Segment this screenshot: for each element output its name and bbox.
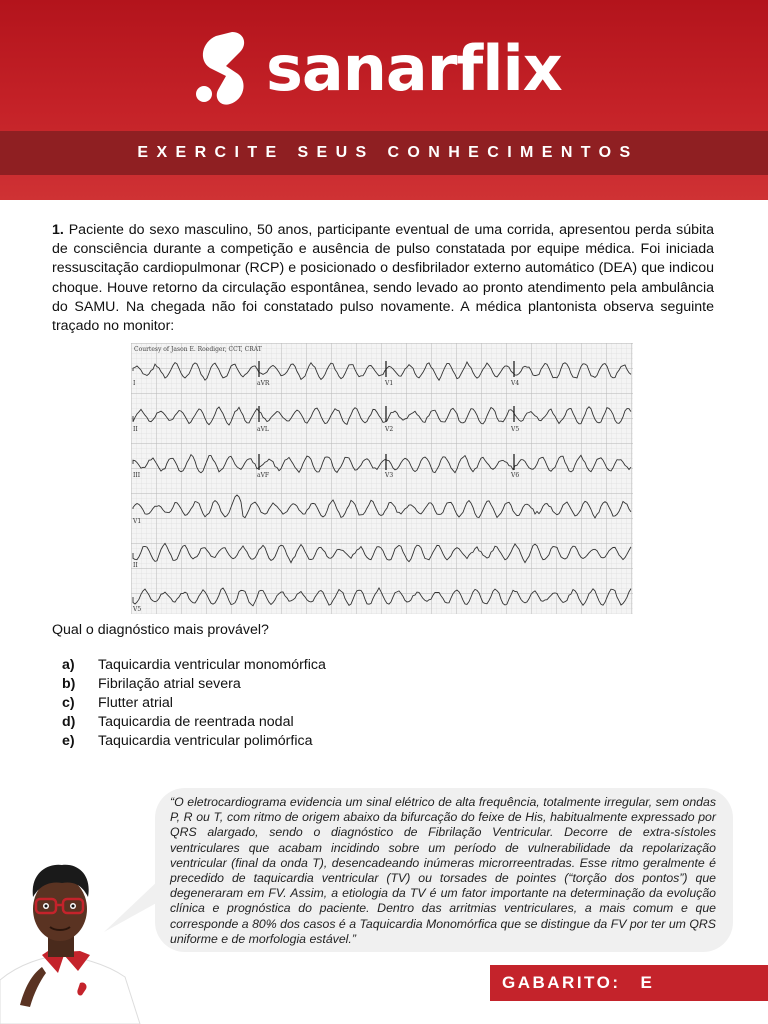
option-letter: c): [62, 694, 75, 711]
option-letter: b): [62, 675, 76, 692]
ecg-lead-label: aVR: [257, 380, 270, 387]
ecg-lead-label: V4: [511, 380, 520, 387]
option-label: Taquicardia ventricular monomórfica: [98, 656, 326, 673]
ecg-lead-label: I: [133, 380, 136, 387]
ecg-lead-label: II: [133, 426, 138, 433]
explanation-text: “O eletrocardiograma evidencia um sinal elétrico de alta frequência, totalmente irregular, sem ondas P, R ou T, com ritmo de origem abaixo da bifurcação do feixe de His, habitualmente expressado por QRS alargado, sendo o diagnóstico de Fibrilação Ventricular. Decorre de extra-sístoles ventriculares que acabam incidindo sobre um período de vulnerabilidade da repolarização ventricular (final da onda T), desencadeando inúmeras microrreentradas. Esse ritmo geralmente é precedido de taquicardia ventricular (TV) ou torsades de pointes (“torção dos pontos”) que degeneraram em FV. Assim, a etiologia da TV é um fator importante na determinação da evolução clínica e prognóstica do paciente. Dentro das arritmias ventriculares, a mais comum e que corresponde a 80% dos casos é a Taquicardia Monomórfica que se distingue da FV por ter um QRS uniforme e de morfologia estável.”: [170, 795, 716, 946]
ecg-lead-label: V5: [133, 606, 142, 613]
mascot-character: [0, 855, 150, 1024]
ecg-lead-label: III: [133, 472, 141, 479]
ecg-lead-label: aVF: [257, 472, 270, 479]
banner-text: EXERCITE SEUS CONHECIMENTOS: [137, 144, 639, 161]
option-c[interactable]: [62, 693, 326, 712]
question-prompt: Qual o diagnóstico mais provável?: [52, 622, 269, 638]
sanar-logo-icon: [192, 28, 254, 110]
ecg-image: [131, 343, 633, 614]
option-label: Fibrilação atrial severa: [98, 675, 241, 692]
option-label: Taquicardia ventricular polimórfica: [98, 732, 313, 749]
question-text: [52, 221, 714, 336]
option-a[interactable]: [62, 655, 326, 674]
answer-value: E: [640, 973, 652, 992]
option-letter: e): [62, 732, 75, 749]
answer-label: GABARITO:: [502, 973, 621, 992]
brand-logo: [192, 28, 562, 110]
ecg-lead-label: V1: [133, 518, 142, 525]
ecg-lead-label: V6: [511, 472, 520, 479]
answer-options: [62, 655, 326, 750]
option-label: Taquicardia de reentrada nodal: [98, 713, 294, 730]
option-letter: d): [62, 713, 76, 730]
ecg-credit: Courtesy of Jason E. Roediger, CCT, CRAT: [134, 346, 262, 353]
ecg-lead-label: V2: [385, 426, 394, 433]
option-label: Flutter atrial: [98, 694, 173, 711]
ecg-lead-label: aVL: [257, 426, 269, 433]
question-number: 1.: [52, 222, 64, 238]
question-body: Paciente do sexo masculino, 50 anos, participante eventual de uma corrida, apresentou perda súbita de consciência durante a competição e ausência de pulso constatada por equipe médica. Foi iniciada ressuscitação cardiopulmonar (RCP) e posicionado o desfibrilador externo automático (DEA) que indicou choque. Houve retorno da circulação espontânea, sendo levado ao pronto atendimento pela ambulância do SAMU. Na chegada não foi constatado pulso novamente. A médica plantonista observa seguinte traçado no monitor:: [52, 222, 714, 335]
option-letter: a): [62, 656, 75, 673]
header: [0, 0, 768, 200]
option-d[interactable]: [62, 712, 326, 731]
ecg-lead-label: V3: [385, 472, 394, 479]
ecg-lead-label: II: [133, 562, 138, 569]
ecg-lead-label: V5: [511, 426, 520, 433]
banner: [0, 131, 768, 175]
answer-key: [490, 965, 768, 1001]
option-e[interactable]: [62, 731, 326, 750]
brand-name: sanarflix: [266, 32, 562, 105]
ecg-lead-label: V1: [385, 380, 394, 387]
option-b[interactable]: [62, 674, 326, 693]
